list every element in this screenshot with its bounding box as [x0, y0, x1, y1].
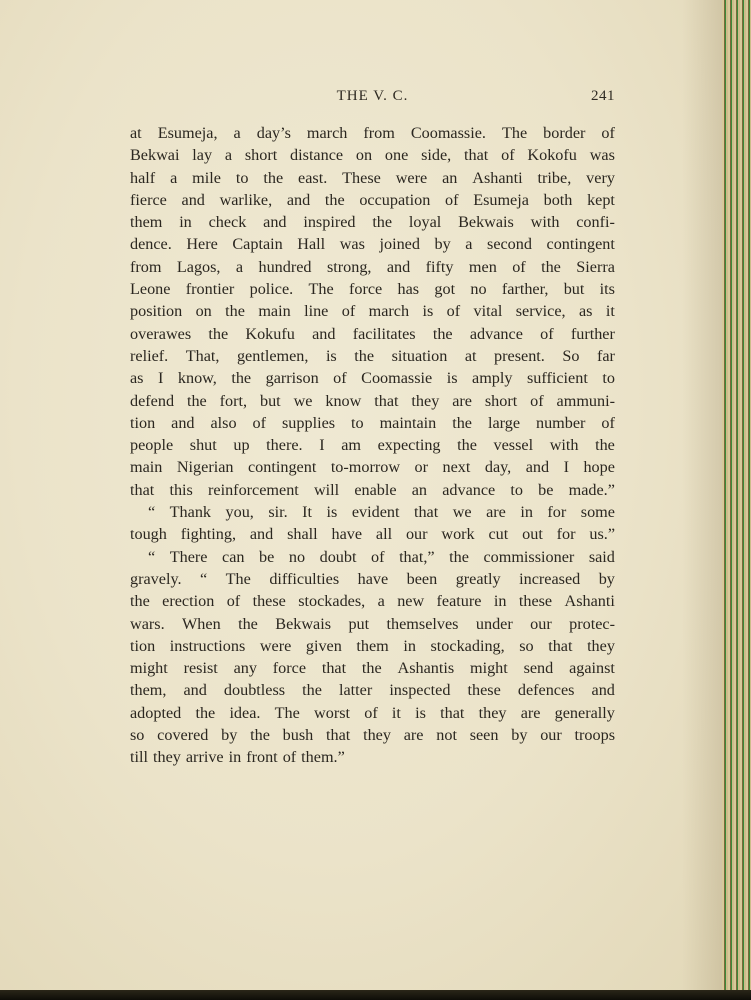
text-line: Leone frontier police. The force has got no farther, but its: [130, 280, 615, 299]
text-line: so covered by the bush that they are not seen by our troops: [130, 726, 615, 745]
text-line: position on the main line of march is of vital service, as it: [130, 302, 615, 321]
text-line: Bekwai lay a short distance on one side, that of Kokofu was: [130, 146, 615, 165]
text-line: fierce and warlike, and the occupation of Esumeja both kept: [130, 190, 615, 209]
running-title: THE V. C.: [336, 88, 409, 104]
page-fore-edge: [722, 0, 751, 1000]
text-line: dence. Here Captain Hall was joined by a second contingent: [130, 235, 615, 254]
text-line: them, and doubtless the latter inspected these defences and: [130, 681, 615, 700]
text-line: till they arrive in front of them.”: [130, 748, 345, 767]
text-line: people shut up there. I am expecting the vessel with the: [130, 436, 615, 455]
text-line: them in check and inspired the loyal Bekwais with confi-: [130, 213, 615, 232]
text-line: “ There can be no doubt of that,” the commissioner said: [148, 547, 615, 566]
text-line: tion and also of supplies to maintain the large number of: [130, 413, 615, 432]
text-line: relief. That, gentlemen, is the situation at present. So far: [130, 346, 615, 365]
text-line: at Esumeja, a day’s march from Coomassie. The border of: [130, 124, 615, 142]
text-line: half a mile to the east. These were an Ashanti tribe, very: [130, 168, 615, 187]
text-line: as I know, the garrison of Coomassie is amply sufficient to: [130, 369, 615, 388]
text-line: adopted the idea. The worst of it is that they are generally: [130, 703, 615, 722]
text-line: “ Thank you, sir. It is evident that we are in for some: [148, 503, 615, 522]
text-line: the erection of these stockades, a new feature in these Ashanti: [130, 592, 615, 611]
page-number: 241: [591, 88, 615, 104]
book-bottom-edge: [0, 990, 751, 1000]
text-line: might resist any force that the Ashantis might send against: [130, 659, 615, 678]
text-line: from Lagos, a hundred strong, and fifty men of the Sierra: [130, 257, 615, 276]
text-line: tion instructions were given them in stockading, so that they: [130, 636, 615, 655]
running-head: [130, 88, 615, 108]
text-line: wars. When the Bekwais put themselves under our protec-: [130, 614, 615, 633]
text-line: tough fighting, and shall have all our work cut out for us.”: [130, 525, 615, 544]
text-line: main Nigerian contingent to-morrow or next day, and I hope: [130, 458, 615, 477]
body-text: [130, 122, 615, 769]
text-line: gravely. “ The difficulties have been greatly increased by: [130, 569, 615, 588]
text-line: that this reinforcement will enable an advance to be made.”: [130, 480, 615, 499]
text-line: defend the fort, but we know that they are short of ammuni-: [130, 391, 615, 410]
text-line: overawes the Kokufu and facilitates the advance of further: [130, 324, 615, 343]
